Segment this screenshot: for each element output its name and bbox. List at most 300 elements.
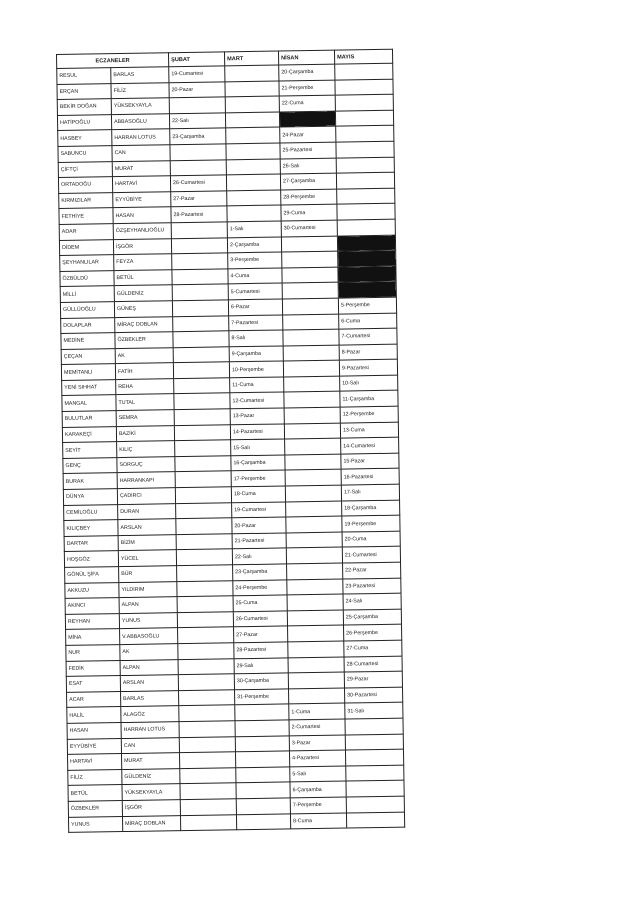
february-date-cell: 20-Pazar	[169, 81, 225, 97]
march-date-cell: 12-Cumartesi	[230, 392, 284, 408]
pharmacy-second-name-cell: FEYZA	[114, 254, 172, 271]
february-date-cell	[172, 300, 228, 316]
april-date-cell: 28-Perşembe	[281, 189, 337, 205]
pharmacy-second-name-cell: AK	[120, 644, 178, 661]
pharmacy-name-cell: HATİPOĞLU	[57, 114, 111, 130]
february-date-cell	[178, 658, 234, 674]
february-date-cell	[179, 705, 235, 721]
march-date-cell: 16-Çarşamba	[231, 455, 285, 471]
pharmacy-name-cell: HASBEY	[58, 130, 112, 146]
april-date-cell: 21-Perşembe	[279, 80, 335, 96]
march-date-cell	[236, 798, 290, 814]
may-date-cell: 6-Cuma	[339, 313, 397, 330]
april-date-cell: 20-Çarşamba	[279, 64, 335, 80]
march-date-cell: 7-Pazartesi	[229, 314, 283, 330]
march-date-cell	[235, 751, 289, 767]
pharmacy-name-cell: RESUL	[57, 68, 111, 84]
march-date-cell: 23-Çarşamba	[233, 564, 287, 580]
may-date-cell	[335, 79, 393, 96]
february-date-cell	[177, 596, 233, 612]
may-date-cell: 17-Salı	[341, 484, 399, 501]
march-date-cell: 3-Perşembe	[228, 252, 282, 268]
pharmacy-second-name-cell: İŞGÖR	[113, 238, 171, 255]
april-date-cell	[285, 454, 341, 470]
february-date-cell	[176, 534, 232, 550]
pharmacy-name-cell: SEYİT	[63, 442, 117, 458]
march-date-cell: 20-Pazar	[232, 517, 286, 533]
pharmacy-second-name-cell: GÜLDENİZ	[122, 768, 180, 785]
redacted-cell	[338, 281, 396, 298]
pharmacy-name-cell: ACAR	[67, 691, 121, 707]
may-date-cell: 21-Cumartesi	[342, 547, 400, 564]
february-date-cell	[179, 690, 235, 706]
february-date-cell	[172, 253, 228, 269]
february-date-cell	[175, 487, 231, 503]
pharmacy-second-name-cell: ÖZŞEYHANLIOĞLU	[113, 223, 171, 240]
april-date-cell: 26-Salı	[280, 158, 336, 174]
february-date-cell	[173, 315, 229, 331]
may-date-cell	[337, 188, 395, 205]
pharmacy-second-name-cell: HARTAVİ	[112, 176, 170, 193]
pharmacy-name-cell: BULUTLAR	[62, 411, 116, 427]
pharmacy-name-cell: DÜNYA	[63, 489, 117, 505]
redacted-cell	[338, 250, 396, 267]
february-date-cell	[177, 565, 233, 581]
pharmacy-name-cell: ESAT	[66, 676, 120, 692]
march-date-cell	[225, 96, 279, 112]
february-date-cell	[173, 331, 229, 347]
pharmacy-second-name-cell: BARLAS	[111, 67, 169, 84]
february-date-cell: 22-Salı	[169, 113, 225, 129]
march-date-cell: 11-Cuma	[230, 377, 284, 393]
february-date-cell: 23-Çarşamba	[170, 128, 226, 144]
pharmacy-second-name-cell: CAN	[121, 737, 179, 754]
pharmacy-name-cell: MİLLİ	[60, 286, 114, 302]
pharmacy-name-cell: CEMİLOĞLU	[64, 504, 118, 520]
april-date-cell	[284, 407, 340, 423]
march-date-cell: 29-Salı	[234, 657, 288, 673]
pharmacy-name-cell: ŞEYHANLILAR	[60, 255, 114, 271]
pharmacy-name-cell: ORTADOĞU	[58, 177, 112, 193]
february-date-cell: 27-Pazar	[171, 191, 227, 207]
april-date-cell: 25-Pazartesi	[280, 142, 336, 158]
pharmacy-name-cell: HALİL	[67, 707, 121, 723]
pharmacy-second-name-cell: BİZİM	[118, 534, 176, 551]
march-date-cell	[225, 112, 279, 128]
redacted-cell	[338, 266, 396, 283]
april-date-cell	[285, 438, 341, 454]
may-date-cell: 27-Cuma	[344, 640, 402, 657]
pharmacy-name-cell: KARAKEÇİ	[62, 426, 116, 442]
may-date-cell	[336, 141, 394, 158]
april-date-cell: 8-Cuma	[290, 813, 346, 829]
may-date-cell: 31-Salı	[345, 702, 403, 719]
february-date-cell	[178, 627, 234, 643]
february-date-cell	[180, 799, 236, 815]
april-date-cell	[284, 392, 340, 408]
may-date-cell	[346, 780, 404, 797]
pharmacy-name-cell: YUNUS	[68, 816, 122, 832]
may-date-cell	[345, 749, 403, 766]
pharmacy-name-cell: KILIÇBEY	[64, 520, 118, 536]
header-pharmacies: ECZANELER	[57, 53, 169, 69]
pharmacy-name-cell: NUR	[66, 645, 120, 661]
pharmacy-second-name-cell: GÜNEŞ	[114, 301, 172, 318]
march-date-cell: 28-Pazartesi	[234, 642, 288, 658]
may-date-cell: 9-Pazartesi	[339, 359, 397, 376]
march-date-cell: 8-Salı	[229, 330, 283, 346]
march-date-cell: 17-Perşembe	[231, 470, 285, 486]
pharmacy-name-cell: BURAK	[63, 473, 117, 489]
february-date-cell: 19-Cumartesi	[169, 66, 225, 82]
april-date-cell: 5-Salı	[290, 766, 346, 782]
may-date-cell: 11-Çarşamba	[340, 391, 398, 408]
may-date-cell: 20-Cuma	[342, 531, 400, 548]
pharmacy-second-name-cell: MURAT	[121, 753, 179, 770]
march-date-cell: 21-Pazartesi	[232, 533, 286, 549]
may-date-cell	[336, 126, 394, 143]
pharmacy-name-cell: ERÇAN	[57, 83, 111, 99]
pharmacy-second-name-cell: HASAN	[113, 207, 171, 224]
april-date-cell	[287, 579, 343, 595]
pharmacy-name-cell: ADAR	[59, 224, 113, 240]
february-date-cell	[179, 721, 235, 737]
march-date-cell	[236, 813, 290, 829]
may-date-cell	[345, 718, 403, 735]
pharmacy-name-cell: BETÜL	[68, 785, 122, 801]
pharmacy-second-name-cell: YÜKSEKYAYLA	[111, 98, 169, 115]
may-date-cell	[337, 204, 395, 221]
may-date-cell: 25-Çarşamba	[343, 609, 401, 626]
february-date-cell	[175, 471, 231, 487]
pharmacy-second-name-cell: İŞGÖR	[122, 800, 180, 817]
april-date-cell	[288, 657, 344, 673]
pharmacy-name-cell: AKKUZU	[65, 582, 119, 598]
march-date-cell: 2-Çarşamba	[227, 237, 281, 253]
may-date-cell: 15-Pazar	[341, 453, 399, 470]
pharmacy-name-cell: ÇEÇAN	[61, 348, 115, 364]
february-date-cell	[178, 674, 234, 690]
pharmacy-second-name-cell: MİRAÇ DOBLAN	[115, 316, 173, 333]
march-date-cell: 22-Salı	[232, 548, 286, 564]
march-date-cell	[235, 735, 289, 751]
april-date-cell	[286, 547, 342, 563]
march-date-cell: 15-Salı	[231, 439, 285, 455]
may-date-cell: 23-Pazartesi	[343, 578, 401, 595]
march-date-cell	[226, 127, 280, 143]
pharmacy-second-name-cell: GÜLDENİZ	[114, 285, 172, 302]
april-date-cell	[287, 610, 343, 626]
pharmacy-second-name-cell: HARRANKAPI	[117, 472, 175, 489]
april-date-cell	[283, 345, 339, 361]
may-date-cell: 10-Salı	[340, 375, 398, 392]
april-date-cell: 2-Cumartesi	[289, 719, 345, 735]
april-date-cell	[288, 641, 344, 657]
march-date-cell: 30-Çarşamba	[234, 673, 288, 689]
pharmacy-name-cell: REYHAN	[65, 613, 119, 629]
february-date-cell	[172, 269, 228, 285]
april-date-cell	[286, 532, 342, 548]
february-date-cell	[177, 580, 233, 596]
header-april: NİSAN	[278, 50, 334, 65]
march-date-cell	[227, 190, 281, 206]
april-date-cell	[288, 688, 344, 704]
march-date-cell	[227, 205, 281, 221]
march-date-cell: 14-Pazartesi	[230, 424, 284, 440]
may-date-cell: 19-Perşembe	[342, 515, 400, 532]
pharmacy-name-cell: ÖZBÜLDÜ	[60, 270, 114, 286]
may-date-cell	[336, 157, 394, 174]
february-date-cell	[174, 409, 230, 425]
april-date-cell	[286, 516, 342, 532]
march-date-cell	[235, 704, 289, 720]
may-date-cell: 24-Salı	[343, 593, 401, 610]
march-date-cell: 31-Perşembe	[235, 689, 289, 705]
pharmacy-name-cell: GÖNÜL ŞİFA	[65, 567, 119, 583]
april-date-cell	[285, 470, 341, 486]
pharmacy-second-name-cell: FATİH	[115, 363, 173, 380]
pharmacy-second-name-cell: ABBASOĞLU	[111, 114, 169, 131]
february-date-cell	[179, 752, 235, 768]
may-date-cell: 18-Çarşamba	[342, 500, 400, 517]
pharmacy-second-name-cell: DURAN	[118, 503, 176, 520]
april-date-cell	[284, 376, 340, 392]
february-date-cell	[171, 237, 227, 253]
april-date-cell	[283, 314, 339, 330]
april-date-cell	[285, 485, 341, 501]
pharmacy-second-name-cell: ALPAN	[120, 659, 178, 676]
pharmacy-second-name-cell: EYYÜBİYE	[113, 191, 171, 208]
february-date-cell	[169, 97, 225, 113]
pharmacy-second-name-cell: ALAGÖZ	[121, 706, 179, 723]
may-date-cell: 5-Perşembe	[338, 297, 396, 314]
april-date-cell	[282, 251, 338, 267]
pharmacy-second-name-cell: TUTAL	[116, 394, 174, 411]
pharmacy-name-cell: DOLAPLAR	[61, 317, 115, 333]
pharmacy-name-cell: FEDİK	[66, 660, 120, 676]
april-date-cell: 1-Cuma	[289, 703, 345, 719]
may-date-cell	[335, 63, 393, 80]
pharmacy-name-cell: MEDİNE	[61, 333, 115, 349]
may-date-cell	[346, 796, 404, 813]
april-date-cell: 3-Pazar	[289, 735, 345, 751]
april-date-cell	[282, 267, 338, 283]
pharmacy-name-cell: HARTAVİ	[68, 754, 122, 770]
february-date-cell	[179, 736, 235, 752]
pharmacy-name-cell: ÇİFTÇİ	[58, 161, 112, 177]
february-date-cell	[170, 144, 226, 160]
april-date-cell	[282, 298, 338, 314]
april-date-cell	[287, 563, 343, 579]
april-date-cell: 22-Cuma	[279, 95, 335, 111]
february-date-cell	[175, 456, 231, 472]
april-date-cell	[282, 282, 338, 298]
may-date-cell	[345, 734, 403, 751]
march-date-cell: 27-Pazar	[234, 626, 288, 642]
april-date-cell	[288, 672, 344, 688]
february-date-cell	[171, 222, 227, 238]
pharmacy-second-name-cell: ARSLAN	[118, 519, 176, 536]
february-date-cell	[180, 767, 236, 783]
march-date-cell	[236, 782, 290, 798]
may-date-cell	[336, 172, 394, 189]
april-date-cell: 27-Çarşamba	[280, 173, 336, 189]
pharmacy-duty-table	[56, 49, 405, 833]
pharmacy-second-name-cell: BETÜL	[114, 269, 172, 286]
february-date-cell	[176, 518, 232, 534]
may-date-cell	[346, 765, 404, 782]
may-date-cell: 28-Cumartesi	[344, 656, 402, 673]
february-date-cell	[174, 424, 230, 440]
march-date-cell: 19-Cumartesi	[232, 502, 286, 518]
april-date-cell: 4-Pazartesi	[289, 750, 345, 766]
march-date-cell: 13-Pazar	[230, 408, 284, 424]
pharmacy-second-name-cell: SORGUÇ	[117, 457, 175, 474]
april-date-cell	[286, 501, 342, 517]
may-date-cell: 13-Cuma	[340, 422, 398, 439]
pharmacy-name-cell: MEMİTANLI	[61, 364, 115, 380]
may-date-cell: 14-Cumartesi	[341, 437, 399, 454]
redacted-cell	[279, 111, 335, 127]
pharmacy-name-cell: DARTAR	[64, 535, 118, 551]
pharmacy-second-name-cell: FİLİZ	[111, 82, 169, 99]
may-date-cell: 12-Perşembe	[340, 406, 398, 423]
march-date-cell: 9-Çarşamba	[229, 346, 283, 362]
header-march: MART	[224, 51, 278, 66]
february-date-cell	[180, 814, 236, 830]
april-date-cell	[283, 360, 339, 376]
pharmacy-second-name-cell: REHA	[116, 379, 174, 396]
may-date-cell: 8-Pazar	[339, 344, 397, 361]
header-february: ŞUBAT	[168, 52, 224, 67]
may-date-cell: 16-Pazartesi	[341, 469, 399, 486]
may-date-cell: 7-Cumartesi	[339, 328, 397, 345]
march-date-cell: 10-Perşembe	[229, 361, 283, 377]
pharmacy-second-name-cell: CAN	[112, 145, 170, 162]
pharmacy-second-name-cell: BAZİKİ	[116, 425, 174, 442]
pharmacy-second-name-cell: BARLAS	[121, 690, 179, 707]
pharmacy-name-cell: KIRMIZILAR	[59, 192, 113, 208]
may-date-cell: 22-Pazar	[343, 562, 401, 579]
march-date-cell: 24-Perşembe	[233, 580, 287, 596]
april-date-cell	[288, 625, 344, 641]
pharmacy-second-name-cell: ARSLAN	[120, 675, 178, 692]
pharmacy-name-cell: MİNA	[66, 629, 120, 645]
pharmacy-second-name-cell: YUNUS	[119, 612, 177, 629]
pharmacy-name-cell: GÜLLÜOĞLU	[60, 302, 114, 318]
pharmacy-name-cell: SABUNCU	[58, 146, 112, 162]
may-date-cell	[337, 219, 395, 236]
pharmacy-name-cell: FETHİYE	[59, 208, 113, 224]
april-date-cell	[281, 236, 337, 252]
may-date-cell: 30-Pazartesi	[344, 687, 402, 704]
april-date-cell: 24-Pazar	[280, 126, 336, 142]
pharmacy-second-name-cell: YÜKSEKYAYLA	[122, 784, 180, 801]
pharmacy-name-cell: HASAN	[67, 722, 121, 738]
pharmacy-second-name-cell: MİRAÇ DOBLAN	[122, 815, 180, 832]
february-date-cell: 28-Pazartesi	[171, 206, 227, 222]
may-date-cell	[335, 110, 393, 127]
february-date-cell	[174, 393, 230, 409]
february-date-cell	[173, 347, 229, 363]
pharmacy-name-cell: BEKİR DOĞAN	[57, 99, 111, 115]
april-date-cell: 29-Cuma	[281, 204, 337, 220]
pharmacy-name-cell: ÖZBEKLER	[68, 800, 122, 816]
pharmacy-name-cell: HOŞGÖZ	[64, 551, 118, 567]
march-date-cell	[236, 767, 290, 783]
pharmacy-name-cell: YENİ SIHHAT	[62, 379, 116, 395]
february-date-cell	[178, 643, 234, 659]
pharmacy-name-cell: FİLİZ	[68, 769, 122, 785]
pharmacy-second-name-cell: ALPAN	[119, 597, 177, 614]
march-date-cell	[235, 720, 289, 736]
february-date-cell	[172, 284, 228, 300]
may-date-cell	[335, 94, 393, 111]
february-date-cell	[173, 362, 229, 378]
march-date-cell: 1-Salı	[227, 221, 281, 237]
april-date-cell: 30-Cumartesi	[281, 220, 337, 236]
pharmacy-second-name-cell: YILDIRIM	[119, 581, 177, 598]
february-date-cell	[176, 549, 232, 565]
february-date-cell: 26-Cumartesi	[170, 175, 226, 191]
april-date-cell	[283, 329, 339, 345]
pharmacy-name-cell: AKINCI	[65, 598, 119, 614]
may-date-cell: 26-Perşembe	[344, 625, 402, 642]
redacted-cell	[337, 235, 395, 252]
duty-schedule-sheet	[56, 49, 405, 833]
pharmacy-second-name-cell: ÖZBEKLER	[115, 332, 173, 349]
march-date-cell: 6-Pazar	[228, 299, 282, 315]
pharmacy-name-cell: GENÇ	[63, 457, 117, 473]
february-date-cell	[177, 612, 233, 628]
april-date-cell: 7-Perşembe	[290, 797, 346, 813]
may-date-cell	[346, 812, 404, 829]
pharmacy-second-name-cell: MURAT	[112, 160, 170, 177]
header-may: MAYIS	[334, 49, 392, 64]
april-date-cell	[284, 423, 340, 439]
pharmacy-name-cell: EYYÜBİYE	[67, 738, 121, 754]
march-date-cell	[226, 143, 280, 159]
april-date-cell	[287, 594, 343, 610]
march-date-cell: 5-Cumartesi	[228, 283, 282, 299]
march-date-cell: 18-Cuma	[231, 486, 285, 502]
march-date-cell: 26-Cumartesi	[233, 611, 287, 627]
march-date-cell	[225, 65, 279, 81]
pharmacy-second-name-cell: ÇADIRCI	[117, 488, 175, 505]
march-date-cell: 25-Cuma	[233, 595, 287, 611]
february-date-cell	[174, 378, 230, 394]
pharmacy-second-name-cell: BÜR	[119, 566, 177, 583]
may-date-cell: 29-Pazar	[344, 671, 402, 688]
pharmacy-second-name-cell: YÜCEL	[118, 550, 176, 567]
pharmacy-name-cell: DİDEM	[59, 239, 113, 255]
pharmacy-second-name-cell: KILIÇ	[117, 441, 175, 458]
april-date-cell: 6-Çarşamba	[290, 781, 346, 797]
pharmacy-second-name-cell: HARRAN LOTUS	[121, 722, 179, 739]
february-date-cell	[180, 783, 236, 799]
march-date-cell	[226, 159, 280, 175]
pharmacy-second-name-cell: AK	[115, 347, 173, 364]
pharmacy-second-name-cell: HARRAN LOTUS	[112, 129, 170, 146]
february-date-cell	[175, 440, 231, 456]
march-date-cell	[226, 174, 280, 190]
march-date-cell	[225, 81, 279, 97]
pharmacy-second-name-cell: V.ABBASOĞLU	[120, 628, 178, 645]
february-date-cell	[176, 502, 232, 518]
march-date-cell: 4-Cuma	[228, 268, 282, 284]
pharmacy-name-cell: MANGAL	[62, 395, 116, 411]
february-date-cell	[170, 159, 226, 175]
